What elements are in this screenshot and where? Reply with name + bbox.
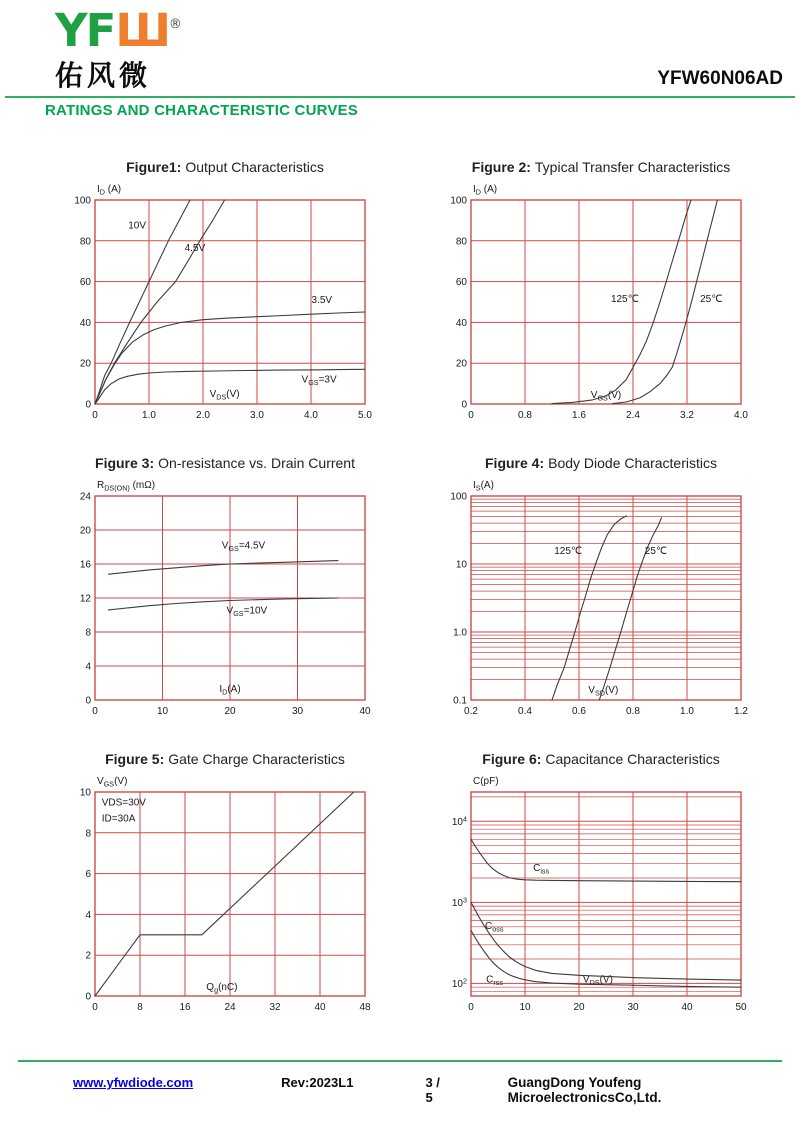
svg-text:25℃: 25℃ — [700, 293, 723, 305]
page-header — [0, 0, 800, 94]
figure-3-caption: On-resistance vs. Drain Current — [158, 454, 355, 471]
registered-trademark-icon: ® — [168, 17, 182, 32]
svg-text:20: 20 — [224, 705, 236, 717]
svg-text:C(pF): C(pF) — [473, 775, 499, 787]
svg-text:40: 40 — [681, 1001, 693, 1013]
svg-text:40: 40 — [359, 705, 371, 717]
svg-text:VGS(V): $V_{GS}(V)$ — [97, 775, 128, 789]
svg-text:2: 2 — [85, 950, 91, 962]
yfw-logo-mark — [55, 4, 782, 57]
svg-text:0.4: 0.4 — [518, 705, 532, 717]
svg-text:104: $10^4$ — [451, 814, 467, 828]
svg-text:8: 8 — [85, 828, 91, 840]
svg-text:125℃: 125℃ — [554, 545, 583, 557]
svg-text:1.0: 1.0 — [142, 409, 156, 421]
svg-text:0: 0 — [85, 991, 91, 1003]
svg-text:4: 4 — [85, 909, 91, 921]
page-footer — [0, 1060, 800, 1131]
logo-yf-text: YF — [55, 4, 115, 57]
figure-3-on-resistance — [55, 455, 395, 726]
svg-text:30: 30 — [627, 1001, 639, 1013]
figure-1-output-characteristics — [55, 159, 395, 430]
svg-text:50: 50 — [735, 1001, 747, 1013]
svg-text:80: 80 — [455, 236, 467, 248]
page-number: 3 / 5 — [425, 1075, 440, 1105]
figure-4-caption: Body Diode Characteristics — [548, 454, 717, 471]
svg-text:Qg(nC): $Q_g(nC)$ — [206, 981, 238, 995]
svg-text:0.6: 0.6 — [572, 705, 586, 717]
figure-6-capacitance — [431, 751, 771, 1022]
svg-text:ID (A): $I_D$ (A) — [97, 183, 122, 197]
section-title: RATINGS AND CHARACTERISTIC CURVES — [45, 101, 359, 119]
svg-text:25℃: 25℃ — [644, 545, 668, 557]
svg-text:0: 0 — [92, 705, 98, 717]
svg-text:0.8: 0.8 — [626, 705, 640, 717]
svg-text:Coss: $C_{oss}$ — [485, 920, 504, 934]
figure-1-title — [55, 159, 395, 175]
figure-5-caption: Gate Charge Characteristics — [168, 750, 345, 767]
svg-text:4.5V: 4.5V — [184, 242, 206, 254]
figure-3-label: Figure 3: — [95, 454, 155, 471]
svg-text:ID (A): $I_D$ (A) — [473, 183, 498, 197]
svg-text:3.0: 3.0 — [250, 409, 264, 421]
svg-text:10: 10 — [519, 1001, 531, 1013]
svg-text:0: 0 — [92, 409, 98, 421]
svg-text:3.5V: 3.5V — [311, 294, 333, 306]
svg-text:VDS=30V: VDS=30V — [101, 797, 146, 809]
svg-text:VGS=3V: $V_{GS}=3V$ — [301, 374, 337, 387]
svg-text:60: 60 — [79, 276, 91, 288]
svg-text:0: 0 — [85, 695, 91, 707]
svg-text:RDS(ON) (mΩ): $R_{DS(ON)}$ (mΩ) — [97, 479, 156, 493]
figure-2-caption: Typical Transfer Characteristics — [534, 158, 731, 175]
svg-text:2.0: 2.0 — [196, 409, 210, 421]
svg-text:VDS(V): $V_{DS}(V)$ — [582, 974, 613, 987]
figure-4-body-diode — [431, 455, 771, 726]
svg-text:100: 100 — [450, 491, 467, 503]
svg-text:0.1: 0.1 — [453, 695, 467, 707]
logo-w-icon: Ш — [115, 4, 169, 57]
svg-text:20: 20 — [573, 1001, 585, 1013]
svg-text:Ciss: $C_{iss}$ — [533, 862, 550, 876]
svg-text:12: 12 — [79, 593, 91, 605]
svg-text:3.2: 3.2 — [680, 409, 694, 421]
svg-text:60: 60 — [455, 276, 467, 288]
svg-text:VGS=4.5V: $V_{GS}=4.5V$ — [221, 540, 266, 553]
header-divider — [5, 96, 795, 98]
svg-text:0.8: 0.8 — [518, 409, 532, 421]
svg-text:40: 40 — [79, 317, 91, 329]
figure-6-label: Figure 6: — [482, 750, 542, 767]
svg-text:2.4: 2.4 — [626, 409, 640, 421]
svg-text:8: 8 — [137, 1001, 143, 1013]
company-name: GuangDong Youfeng MicroelectronicsCo,Ltd. — [507, 1075, 662, 1105]
svg-text:40: 40 — [314, 1001, 326, 1013]
svg-text:4: 4 — [85, 661, 91, 673]
svg-text:1.0: 1.0 — [453, 627, 467, 639]
figure-1-caption: Output Characteristics — [185, 158, 324, 175]
figure-6-chart — [431, 770, 753, 1022]
svg-text:16: 16 — [179, 1001, 191, 1013]
figure-3-title — [55, 455, 395, 471]
figure-2-label: Figure 2: — [471, 158, 531, 175]
svg-text:0.2: 0.2 — [464, 705, 478, 717]
svg-text:103: $10^3$ — [451, 895, 467, 909]
figure-5-chart — [55, 770, 377, 1022]
svg-text:5.0: 5.0 — [358, 409, 372, 421]
svg-text:VSD(V): $V_{SD}(V)$ — [588, 684, 619, 698]
figure-5-title — [55, 751, 395, 767]
figure-4-label: Figure 4: — [485, 454, 545, 471]
svg-text:125℃: 125℃ — [610, 293, 639, 305]
svg-text:0: 0 — [85, 399, 91, 411]
figure-2-chart — [431, 178, 753, 430]
svg-text:IS(A): $I_S(A)$ — [473, 479, 494, 493]
svg-text:100: 100 — [74, 195, 91, 207]
svg-text:40: 40 — [455, 317, 467, 329]
figure-4-chart — [431, 474, 753, 726]
figure-5-label: Figure 5: — [105, 750, 165, 767]
svg-text:4.0: 4.0 — [304, 409, 318, 421]
figure-1-label: Figure1: — [126, 158, 182, 175]
figure-2-title — [431, 159, 771, 175]
svg-text:24: 24 — [224, 1001, 236, 1013]
svg-text:30: 30 — [291, 705, 304, 717]
svg-text:0: 0 — [468, 1001, 474, 1013]
svg-text:10: 10 — [156, 705, 169, 717]
svg-text:10: 10 — [455, 559, 467, 571]
figure-5-gate-charge — [55, 751, 395, 1022]
figure-6-title — [431, 751, 771, 767]
svg-text:10: 10 — [79, 787, 91, 799]
svg-text:ID(A): $I_D(A)$ — [219, 683, 241, 697]
charts-grid — [0, 119, 800, 1022]
svg-text:80: 80 — [79, 236, 91, 248]
svg-text:1.0: 1.0 — [680, 705, 694, 717]
svg-text:24: 24 — [79, 491, 91, 503]
svg-text:16: 16 — [79, 559, 91, 571]
website-link[interactable]: www.yfwdiode.com — [73, 1075, 194, 1090]
svg-text:8: 8 — [85, 627, 91, 639]
svg-text:20: 20 — [455, 358, 467, 370]
svg-text:ID=30A: ID=30A — [101, 813, 136, 825]
svg-text:VDS(V): $V_{DS}(V)$ — [209, 388, 240, 402]
svg-text:6: 6 — [85, 868, 91, 880]
figure-6-caption: Capacitance Characteristics — [545, 750, 720, 767]
svg-text:48: 48 — [359, 1001, 371, 1013]
svg-text:0: 0 — [461, 399, 467, 411]
svg-text:Crss: $C_{rss}$ — [486, 974, 503, 987]
footer-row — [0, 1062, 800, 1105]
svg-text:1.2: 1.2 — [734, 705, 748, 717]
svg-text:1.6: 1.6 — [572, 409, 586, 421]
figure-2-transfer-characteristics — [431, 159, 771, 430]
svg-text:0: 0 — [92, 1001, 98, 1013]
svg-text:20: 20 — [79, 525, 91, 537]
svg-text:4.0: 4.0 — [734, 409, 748, 421]
figure-3-chart — [55, 474, 377, 726]
svg-text:100: 100 — [450, 195, 467, 207]
logo-chinese-name: 佑风微 — [55, 58, 152, 92]
svg-text:102: $10^2$ — [451, 976, 467, 990]
svg-text:VGS=10V: $V_{GS}=10V$ — [226, 605, 268, 618]
figure-1-chart — [55, 178, 377, 430]
revision-label: Rev:2023L1 — [281, 1075, 354, 1090]
svg-text:VGS(V): $V_{GS}(V)$ — [590, 389, 622, 403]
svg-text:20: 20 — [79, 358, 91, 370]
part-number: YFW60N06AD — [657, 67, 783, 89]
svg-text:0: 0 — [468, 409, 474, 421]
figure-4-title — [431, 455, 771, 471]
svg-text:10V: 10V — [128, 220, 147, 232]
svg-text:32: 32 — [269, 1001, 281, 1013]
